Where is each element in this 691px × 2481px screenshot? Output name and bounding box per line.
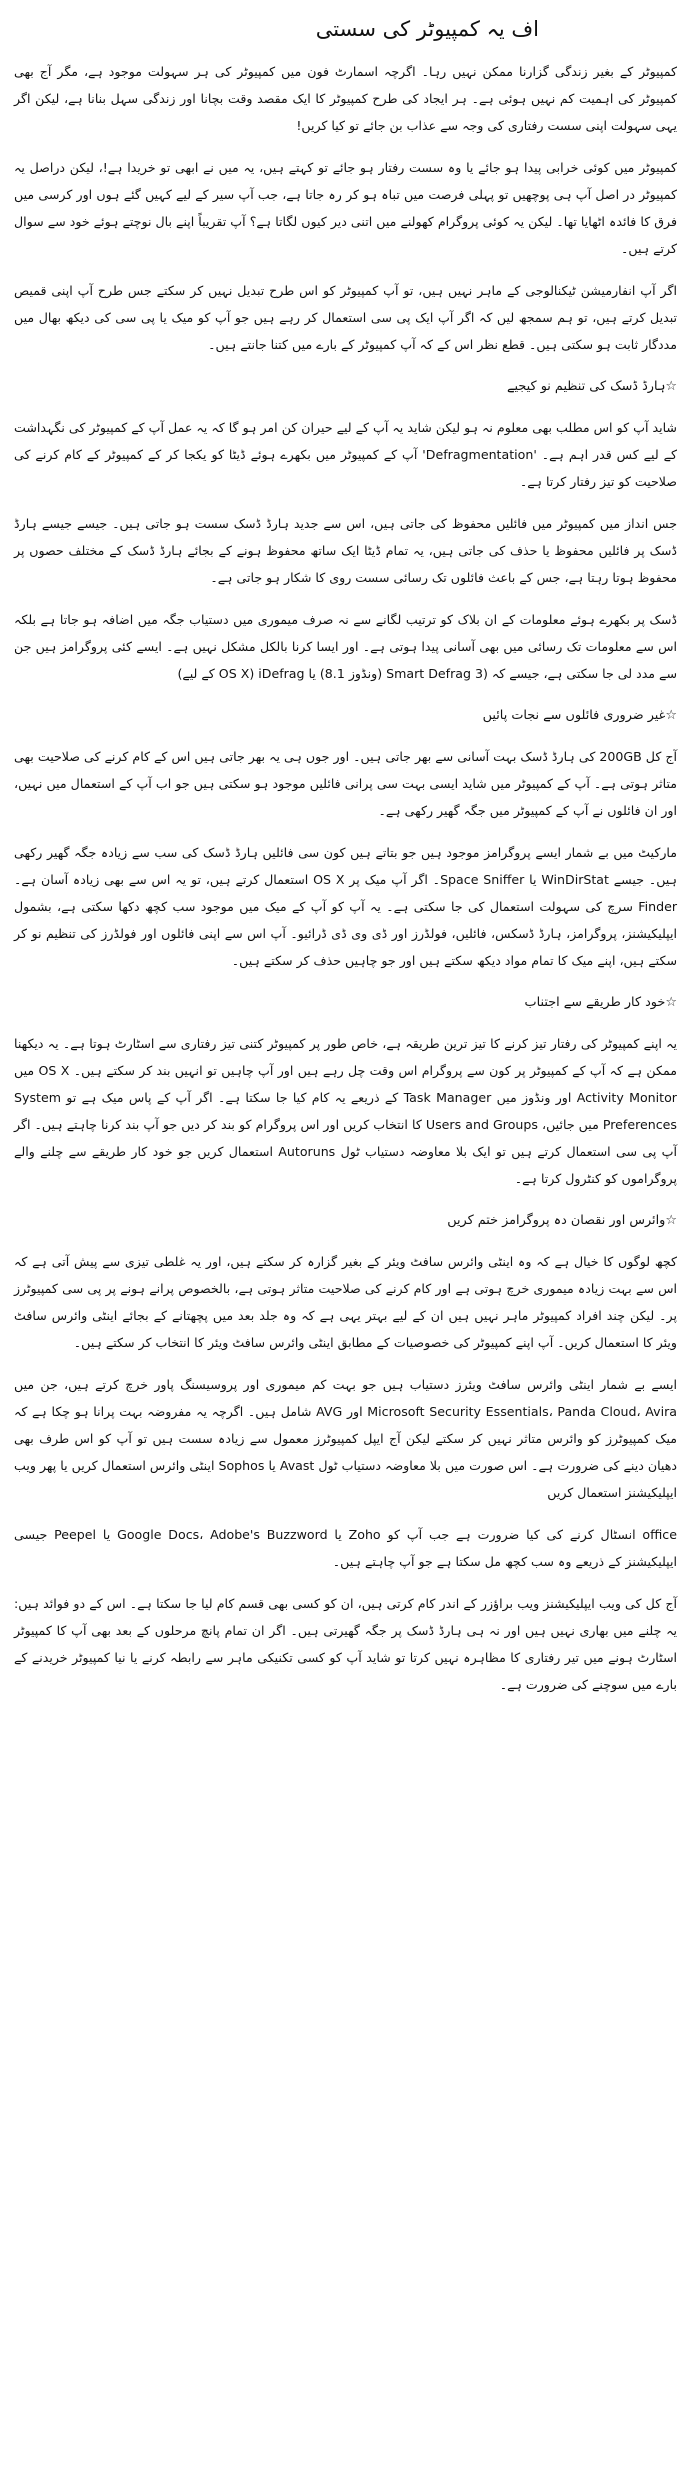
- section-paragraph: یہ اپنے کمپیوٹر کی رفتار تیز کرنے کا تیز ترین طریقہ ہے، خاص طور پر کمپیوٹر کتنی تیز رفتاری سے اسٹارٹ ہوتا ہے۔ یہ دیکھنا ممکن ہے کہ آپ کے کمپیوٹر پر کون سے پروگرام اس وقت چل رہے ہیں اور آپ چاہیں تو انہیں بند کر سکتے ہیں۔ OS X میں Activity Monitor اور ونڈوز میں Task Manager کے ذریعے یہ کام کیا جا سکتا ہے۔ اگر آپ کے پاس میک ہے تو System Preferences میں جائیں، Users and Groups کا انتخاب کریں اور اس پروگرام کو بند کر دیں جو آپ بند کرنا چاہتے ہیں۔ اگر آپ پی سی استعمال کرتے ہیں تو ایک بلا معاوضہ دستیاب ٹول Autoruns استعمال کریں جو خود کار طریقے سے چلنے والے پروگراموں کو کنٹرول کرتا ہے۔: [14, 1036, 678, 1186]
- section-paragraph: ایسے بے شمار اینٹی وائرس سافٹ ویئرز دستیاب ہیں جو بہت کم میموری اور پروسیسنگ پاور خرچ کرتے ہیں، جن میں Microsoft Security Essentials، Panda Cloud، Avira اور AVG شامل ہیں۔ اگرچہ یہ مفروضہ بہت پرانا ہو چکا ہے کہ میک کمپیوٹرز کو وائرس متاثر نہیں کر سکتے لیکن آج ایپل کمپیوٹرز معمول سے زیادہ سست ہیں تو آپ کو اس طرف بھی دھیان دینے کی ضرورت ہے۔ اس صورت میں بلا معاوضہ دستیاب ٹول Avast یا Sophos اینٹی وائرس استعمال کریں یا پھر ویب ایپلیکیشنز استعمال کریں: [14, 1377, 677, 1500]
- section-unnecessary-files: [14, 702, 677, 974]
- section-heading: [14, 373, 677, 400]
- article-title: اف یہ کمپیوٹر کی سستی: [315, 17, 539, 41]
- section-heading: [14, 989, 677, 1016]
- section-startup-programs: [14, 989, 677, 1192]
- closing-paragraph: office انسٹال کرنے کی کیا ضرورت ہے جب آپ کو Zoho یا Google Docs، Adobe's Buzzword یا Peepel جیسی ایپلیکیشنز کے ذریعے وہ سب کچھ مل سکتا ہے جو آپ چاہتے ہیں۔: [14, 1527, 677, 1569]
- closing-paragraph: آج کل کی ویب ایپلیکیشنز ویب براؤزر کے اندر کام کرتی ہیں، ان کو کسی بھی قسم کام لیا جا سکتا ہے۔ اس کے دو فوائد ہیں: یہ چلنے میں بھاری نہیں ہیں اور نہ ہی ہارڈ ڈسک پر جگہ گھیرتی ہیں۔ اگر ان تمام پانچ مرحلوں کے بعد بھی آپ کا کمپیوٹر اسٹارٹ ہونے میں تیر رفتاری کا مظاہرہ نہیں کرتا تو شاید آپ کو کسی تکنیکی ماہر سے رابطہ کرنے یا نیا کمپیوٹر خریدنے کے بارے میں سوچنے کی ضرورت ہے۔: [14, 1596, 677, 1692]
- section-heading: [14, 1207, 677, 1234]
- section-heading-text: خود کار طریقے سے اجتناب: [524, 995, 666, 1010]
- intro-paragraph: کمپیوٹر کے بغیر زندگی گزارنا ممکن نہیں رہا۔ اگرچہ اسمارٹ فون میں کمپیوٹر کی ہر سہولت موجود ہے، مگر آج بھی کمپیوٹر کی اہمیت کم نہیں ہوئی ہے۔ ہر ایجاد کی طرح کمپیوٹر کا ایک مقصد وقت بچانا اور زندگی سہل بنانا ہے، لیکن اگر یہی سہولت اپنی سست رفتاری کی وجہ سے عذاب بن جائے تو کیا کریں!: [14, 64, 677, 133]
- section-defragmentation: [14, 373, 677, 687]
- star-icon: ☆: [665, 995, 677, 1010]
- section-paragraph: آج کل 200GB کی ہارڈ ڈسک بہت آسانی سے بھر جاتی ہیں۔ اور جوں ہی یہ بھر جاتی ہیں اس کے کام کرنے کی صلاحیت بھی متاثر ہوتی ہے۔ آپ کے کمپیوٹر میں شاید ایسی بہت سی پرانی فائلیں موجود ہو سکتی ہیں جو اب آپ کے استعمال میں نہیں، اور ان فائلوں نے آپ کے کمپیوٹر میں جگہ گھیر رکھی ہے۔: [14, 749, 677, 818]
- section-heading-text: ہارڈ ڈسک کی تنظیم نو کیجیے: [507, 379, 666, 394]
- star-icon: ☆: [665, 379, 677, 394]
- section-heading: [14, 702, 677, 729]
- star-icon: ☆: [665, 708, 677, 723]
- section-paragraph: مارکیٹ میں بے شمار ایسے پروگرامز موجود ہیں جو بتاتے ہیں کون سی فائلیں ہارڈ ڈسک کی سب سے زیادہ جگہ گھیر رکھی ہیں۔ جیسے WinDirStat یا Space Sniffer۔ اگر آپ میک پر OS X استعمال کرتے ہیں، تو یہ اس سے بھی زیادہ آسان ہے۔ Finder سرچ کی سہولت استعمال کی جا سکتی ہے۔ یہ آپ کو آپ کے میک میں موجود سب کچھ دکھا سکتی ہے، بشمول ایپلیکیشنز، پروگرامز، ہارڈ ڈسکس، فائلیں، فولڈرز اور ڈی وی ڈی ڈرائیو۔ آپ اس سے اپنی فائلوں اور فولڈرز کی تنظیم نو کر سکتے ہیں، اپنے میک کا تمام مواد دیکھ سکتے ہیں اور جو چاہیں حذف کر سکتے ہیں۔: [14, 845, 677, 968]
- section-paragraph: جس انداز میں کمپیوٹر میں فائلیں محفوظ کی جاتی ہیں، اس سے جدید ہارڈ ڈسک سست ہو جاتی ہیں۔ جیسے جیسے ہارڈ ڈسک پر فائلیں محفوظ یا حذف کی جاتی ہیں، یہ تمام ڈیٹا ایک ساتھ محفوظ ہونے کے بجائے ہارڈ ڈسک کے مختلف حصوں پر محفوظ ہوتا رہتا ہے، جس کے باعث فائلوں تک رسائی سست روی کا شکار ہو جاتی ہے۔: [14, 516, 677, 585]
- section-heading-text: غیر ضروری فائلوں سے نجات پائیں: [482, 708, 666, 723]
- star-icon: ☆: [665, 1213, 677, 1228]
- section-paragraph: ڈسک پر بکھرے ہوئے معلومات کے ان بلاک کو ترتیب لگانے سے نہ صرف میموری میں دستیاب جگہ میں اضافہ ہو جاتا ہے بلکہ اس سے معلومات تک رسائی میں بھی آسانی پیدا ہوتی ہے۔ اور ایسا کرنا بالکل مشکل نہیں ہے۔ ایسے کئی پروگرامز ہیں جن سے مدد لی جا سکتی ہے، جیسے کہ (Smart Defrag 3 (ونڈوز 8.1) یا iDefrag (OS X کے لیے): [14, 612, 677, 681]
- section-heading-text: وائرس اور نقصان دہ پروگرامز ختم کریں: [447, 1213, 666, 1228]
- section-paragraph: شاید آپ کو اس مطلب بھی معلوم نہ ہو لیکن شاید یہ آپ کے لیے حیران کن امر ہو گا کہ یہ عمل آپ کے کمپیوٹر کی نگہداشت کے لیے کس قدر اہم ہے۔ 'Defragmentation' آپ کے کمپیوٹر میں بکھرے ہوئے ڈیٹا کو یکجا کر کے کمپیوٹر کے کام کرنے کی صلاحیت کو تیز رفتار کرتا ہے۔: [14, 420, 677, 489]
- body-paragraph: کمپیوٹر میں کوئی خرابی پیدا ہو جائے یا وہ سست رفتار ہو جائے تو کہتے ہیں، یہ میں نے ابھی تو خریدا ہے!، لیکن دراصل یہ کمپیوٹر در اصل آپ ہی پوچھیں تو پہلی فرصت میں تباہ ہو کر رہ جاتا ہے، جب آپ سیر کے لیے کہیں گئے ہوں اور کرسی میں فرق کا فائدہ اٹھایا تھا۔ لیکن یہ کوئی پروگرام کھولنے میں اتنی دیر کیوں لگاتا ہے؟ آپ تقریباً اپنے بال نوچتے ہوئے خود سے سوال کرتے ہیں۔: [14, 160, 677, 256]
- body-paragraph: اگر آپ انفارمیشن ٹیکنالوجی کے ماہر نہیں ہیں، تو آپ کمپیوٹر کو اس طرح تبدیل نہیں کر سکتے جس طرح آپ اپنی قمیص تبدیل کرتے ہیں، تو ہم سمجھ لیں کہ اگر آپ ایک پی سی استعمال کر رہے ہیں جو آپ کو میک یا پی سی کی دیکھ بھال میں مددگار ثابت ہو سکتی ہیں۔ قطع نظر اس کے کہ آپ کمپیوٹر کے بارے میں کتنا جانتے ہیں۔: [14, 283, 677, 352]
- section-paragraph: کچھ لوگوں کا خیال ہے کہ وہ اینٹی وائرس سافٹ ویئر کے بغیر گزارہ کر سکتے ہیں، اور یہ غلطی تیزی سے پیش آتی ہے کہ اس سے بہت زیادہ میموری خرچ ہوتی ہے اور کام کرنے کی صلاحیت متاثر ہوتی ہے، بالخصوص پرانے ہونے پر پی سی کمپیوٹرز پر۔ لیکن چند افراد کمپیوٹر ماہر نہیں ہیں ان کے لیے بہتر یہی ہے کہ وہ جلد بعد میں پچھتانے کے بجائے اینٹی وائرس سافٹ ویئر کا استعمال کریں۔ آپ اپنے کمپیوٹر کی خصوصیات کے مطابق اینٹی وائرس سافٹ ویئر کا انتخاب کر سکتے ہیں۔: [14, 1254, 677, 1350]
- section-antivirus: [14, 1207, 677, 1506]
